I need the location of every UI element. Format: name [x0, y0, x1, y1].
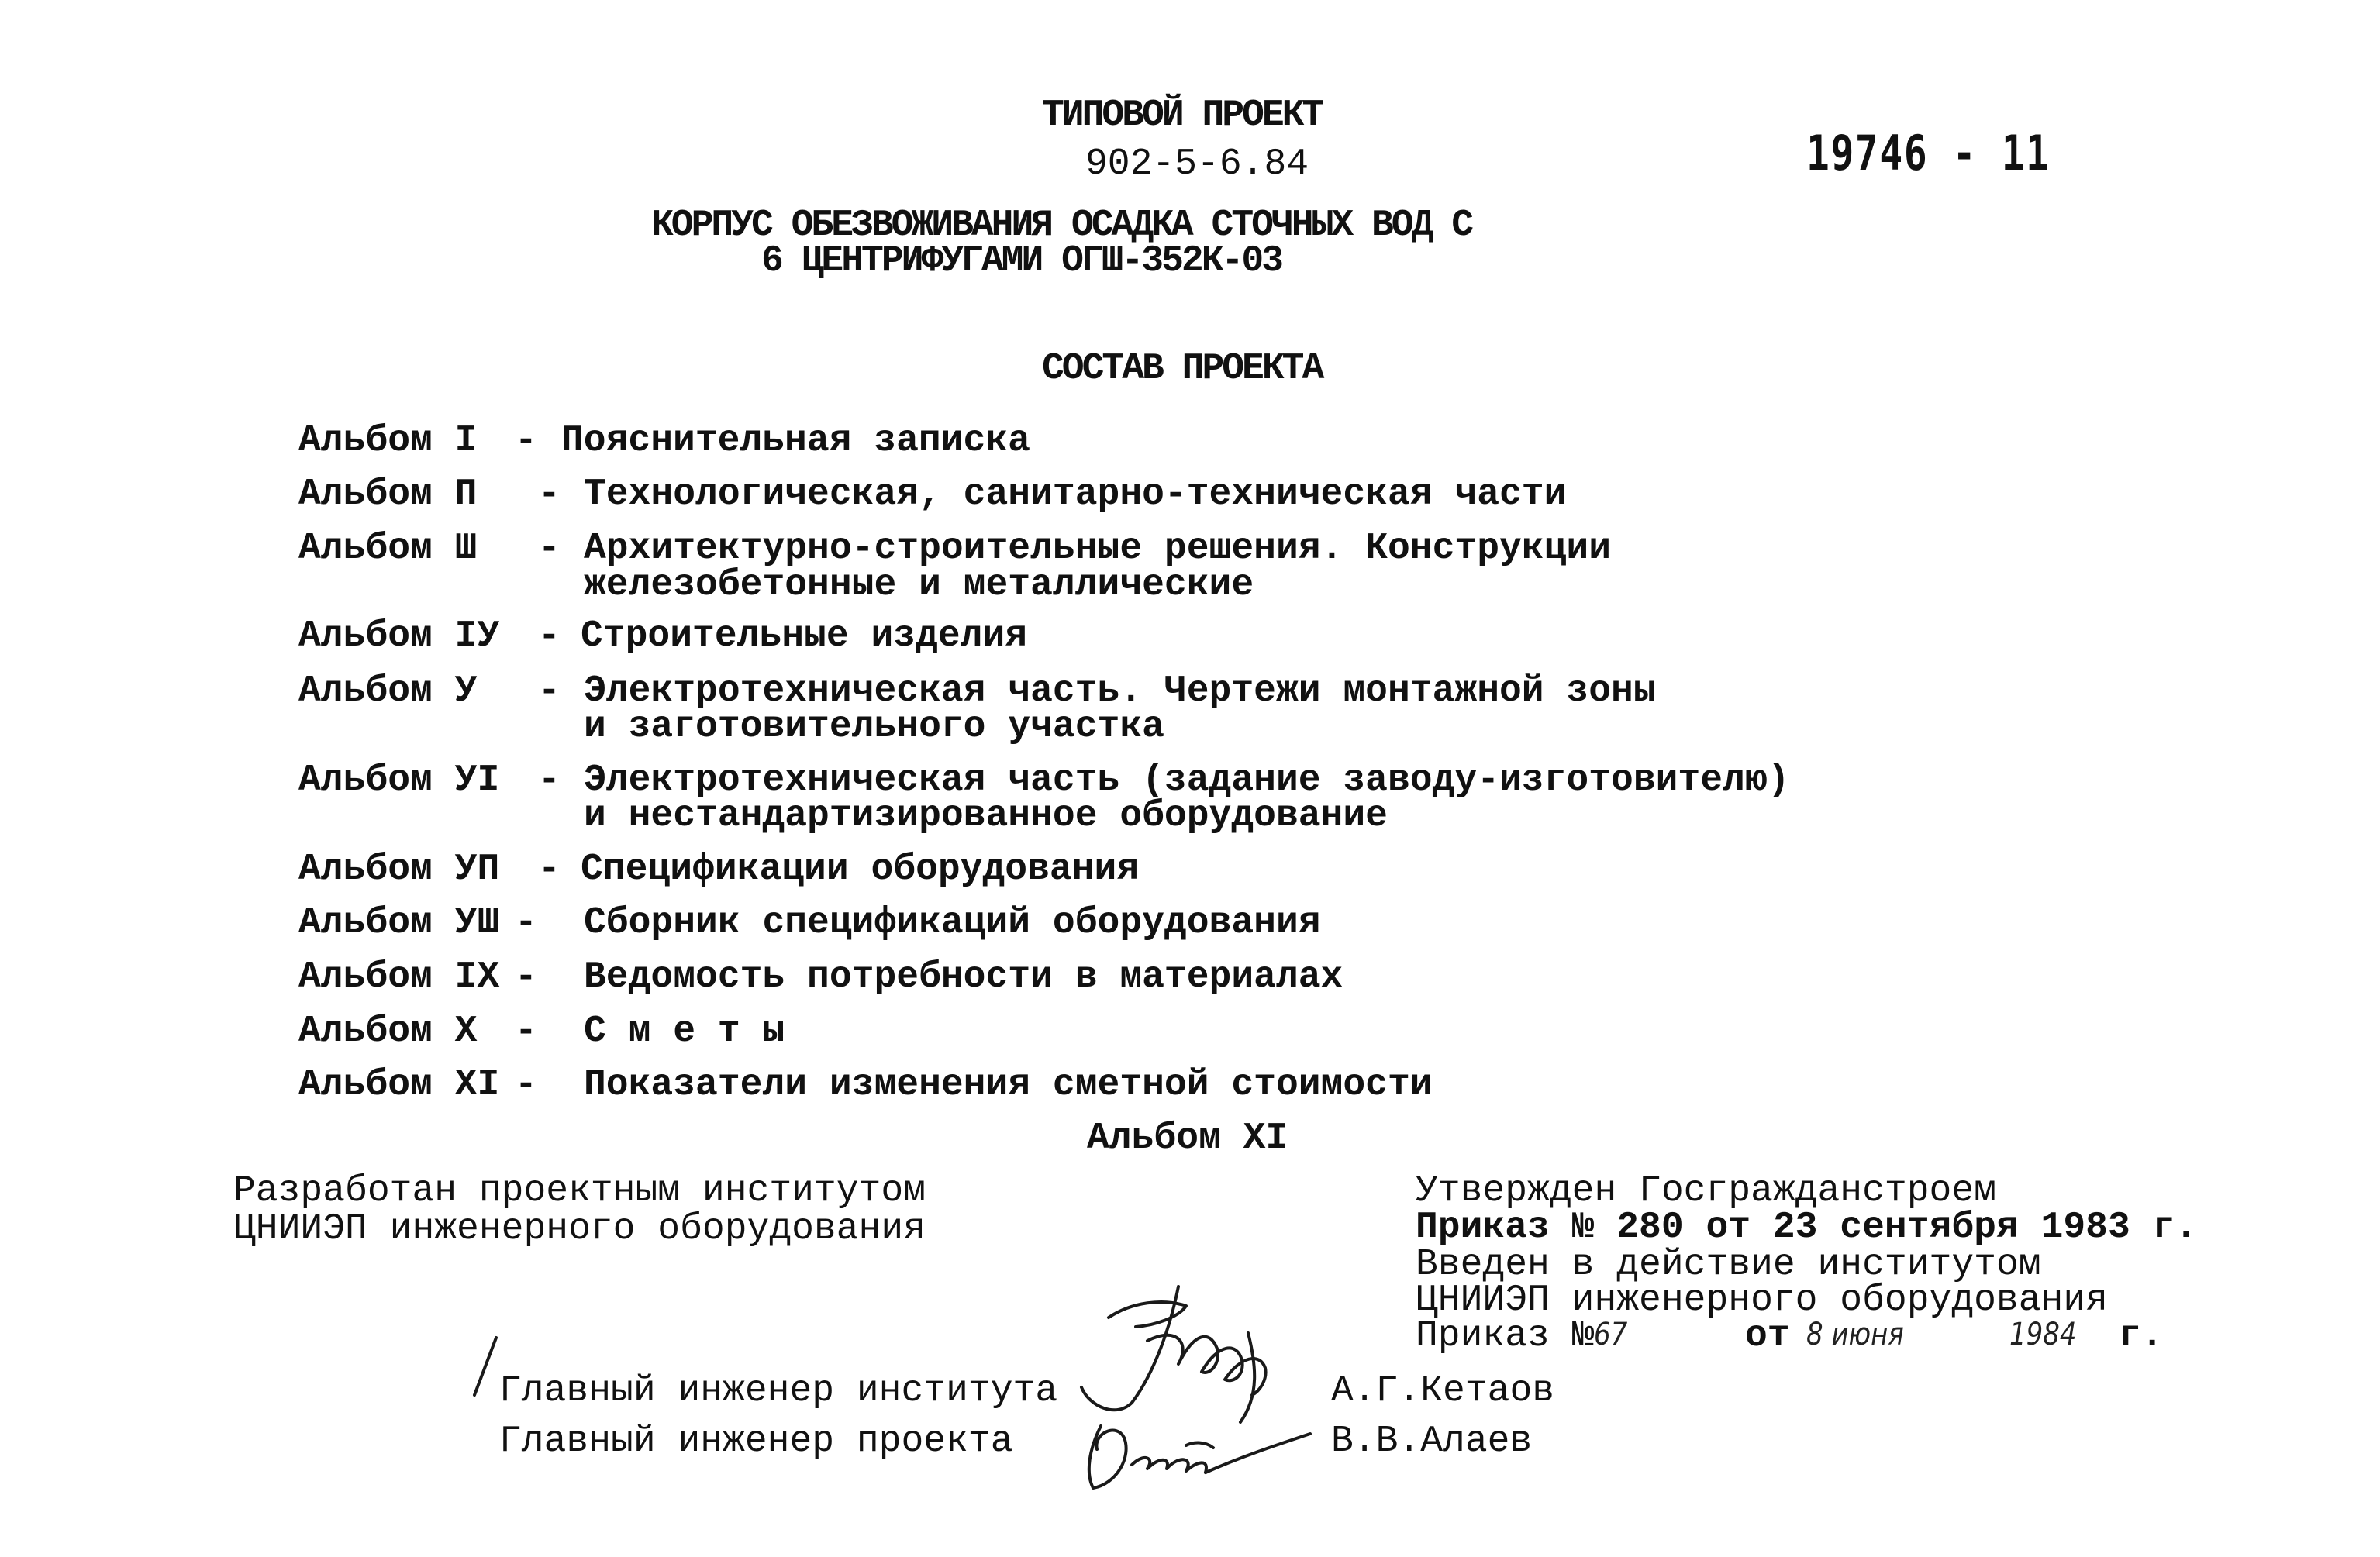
album-text: Архитектурно-строительные решения. Конструкции [584, 528, 1612, 570]
signatory-name: А.Г.Кетаов [1331, 1370, 1555, 1412]
signatory-name: В.В.Алаев [1331, 1421, 1533, 1462]
album-label: Альбом XI [298, 1064, 500, 1106]
album-text: Спецификации оборудования [581, 849, 1140, 890]
album-dash: - [538, 849, 561, 890]
approval-line2: Приказ № 280 от 23 сентября 1983 г. [1416, 1207, 2198, 1249]
album-dash: - [515, 1064, 537, 1106]
signature-chief-engineer-project-icon [1070, 1411, 1318, 1496]
album-label: Альбом УП [298, 849, 500, 890]
album-dash: - [538, 474, 561, 515]
developer-line1: Разработан проектным институтом [233, 1170, 926, 1212]
album-dash: - [515, 902, 537, 944]
album-label: Альбом IX [298, 956, 500, 998]
order-prefix: Приказ № [1416, 1315, 1595, 1357]
signatory-role: Главный инженер института [499, 1370, 1058, 1412]
album-dash: - [538, 615, 561, 657]
current-album: Альбом XI [1087, 1118, 1288, 1159]
order-from: от [1745, 1315, 1790, 1357]
signatory-role: Главный инженер проекта [499, 1421, 1013, 1462]
album-label: Альбом X [298, 1011, 478, 1052]
album-label: Альбом I [298, 420, 478, 462]
order-year: 1984 [2009, 1317, 2077, 1352]
album-text: С м е т ы [584, 1011, 785, 1052]
order-suffix: г. [2119, 1315, 2164, 1357]
album-text: Электротехническая часть (задание заводу-изготовителю) [584, 760, 1790, 801]
album-text: Технологическая, санитарно-техническая части [584, 474, 1567, 515]
approval-line4: ЦНИИЭП инженерного оборудования [1416, 1280, 2108, 1321]
signature-chief-engineer-institute-icon [1062, 1271, 1295, 1426]
album-text: Пояснительная записка [561, 420, 1030, 462]
album-text-continued: и заготовительного участка [584, 706, 1164, 748]
order-number: 67 [1594, 1317, 1628, 1352]
project-title-line2: 6 ЦЕНТРИФУГАМИ ОГШ-352К-03 [761, 240, 1281, 282]
album-label: Альбом П [298, 474, 478, 515]
album-dash: - [538, 528, 561, 570]
album-text: Строительные изделия [581, 615, 1028, 657]
project-title-line1: КОРПУС ОБЕЗВОЖИВАНИЯ ОСАДКА СТОЧНЫХ ВОД С [651, 205, 1471, 246]
album-dash: - [515, 956, 537, 998]
order-day-month: 8 июня [1806, 1317, 1904, 1352]
contents-heading: СОСТАВ ПРОЕКТА [1042, 348, 1323, 390]
approval-line3: Введен в действие институтом [1416, 1244, 2041, 1286]
album-text: Показатели изменения сметной стоимости [584, 1064, 1433, 1106]
project-code: 902-5-6.84 [1085, 143, 1309, 185]
album-dash: - [538, 760, 561, 801]
album-dash: - [515, 420, 537, 462]
approval-line1: Утвержден Госгражданстроем [1416, 1170, 1996, 1212]
developer-line2: ЦНИИЭП инженерного оборудования [233, 1208, 926, 1250]
album-text-continued: и нестандартизированное оборудование [584, 795, 1388, 837]
album-text: Электротехническая часть. Чертежи монтажной зоны [584, 670, 1656, 712]
registration-number: 19746 - 11 [1806, 125, 2051, 181]
album-dash: - [515, 1011, 537, 1052]
album-dash: - [538, 670, 561, 712]
album-label: Альбом IУ [298, 615, 500, 657]
project-series: ТИПОВОЙ ПРОЕКТ [1042, 95, 1323, 136]
album-text-continued: железобетонные и металлические [584, 564, 1254, 606]
album-label: Альбом У [298, 670, 478, 712]
album-label: Альбом УШ [298, 902, 500, 944]
album-label: Альбом Ш [298, 528, 478, 570]
album-label: Альбом УI [298, 760, 500, 801]
album-text: Сборник спецификаций оборудования [584, 902, 1321, 944]
album-text: Ведомость потребности в материалах [584, 956, 1343, 998]
